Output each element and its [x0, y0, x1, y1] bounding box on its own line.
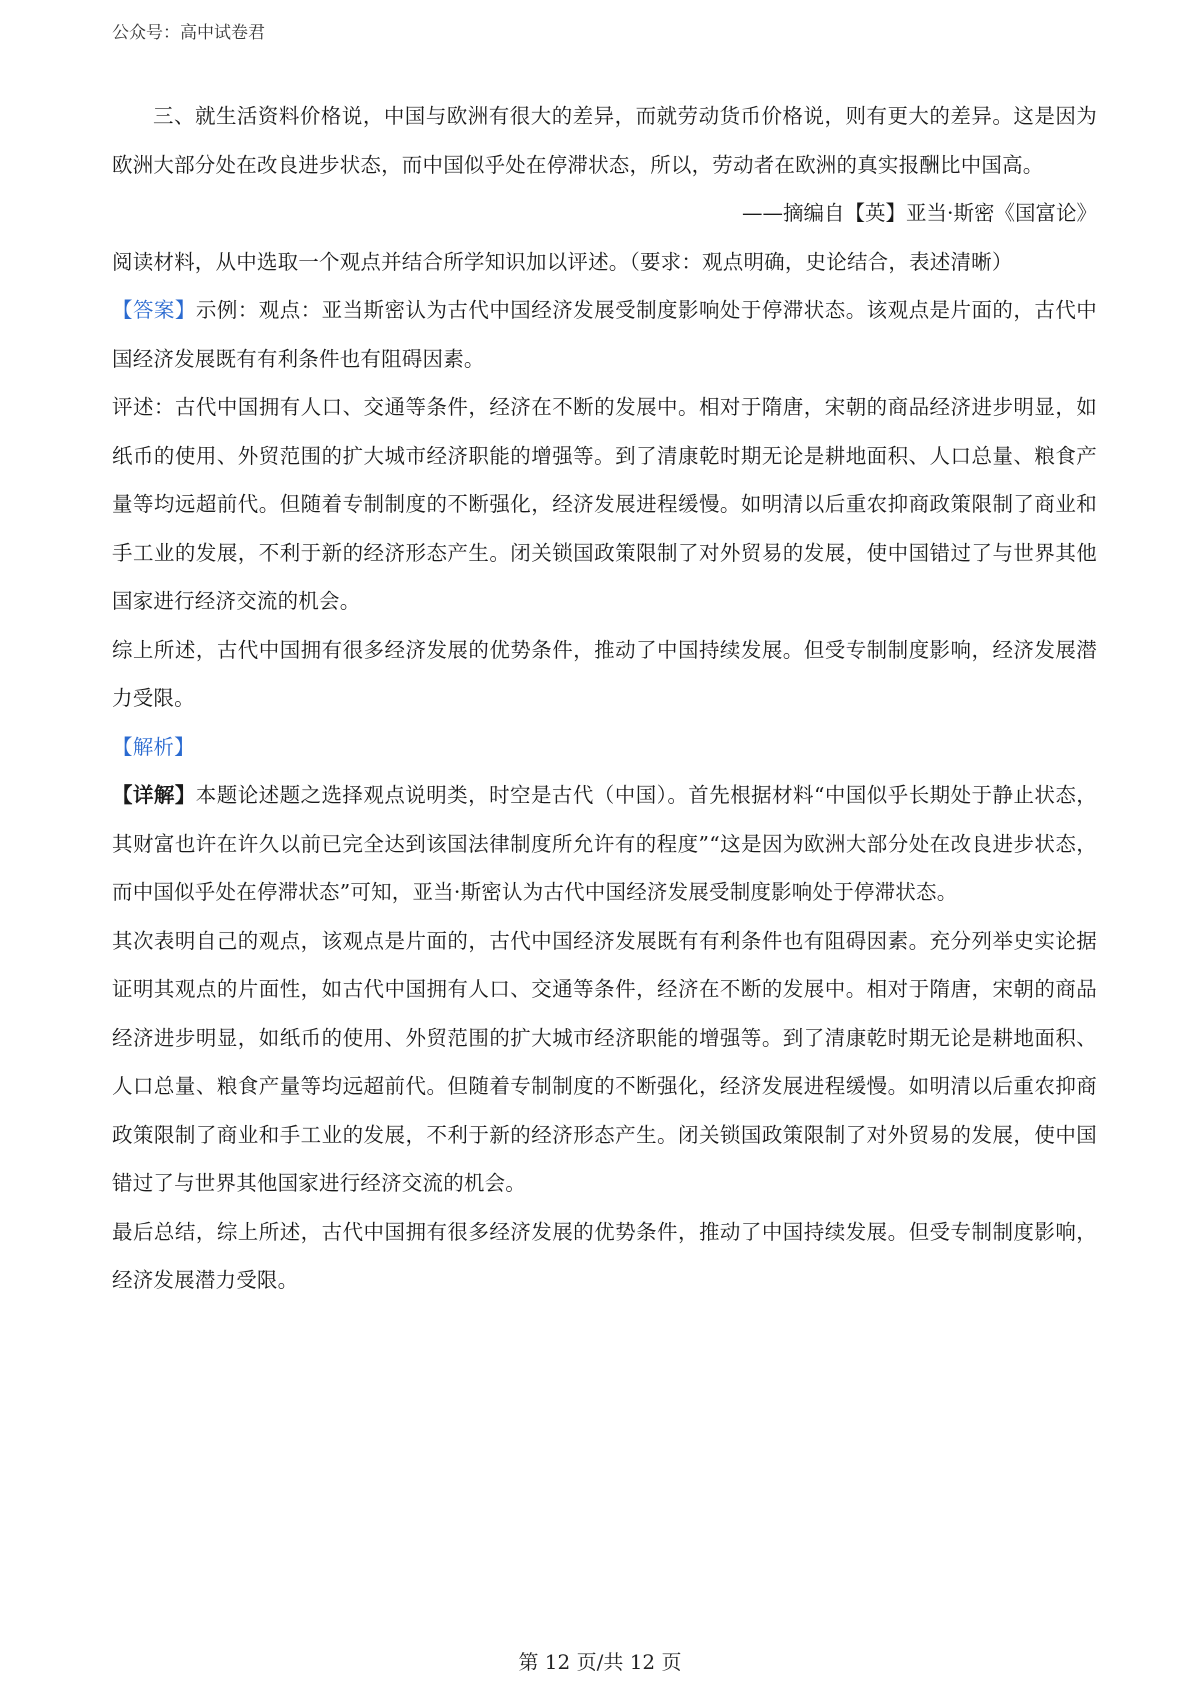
- page-number: 第 12 页/共 12 页: [518, 1650, 682, 1674]
- answer-review: 评述：古代中国拥有人口、交通等条件，经济在不断的发展中。相对于隋唐，宋朝的商品经济进步明显，如纸币的使用、外贸范围的扩大城市经济职能的增强等。到了清康乾时期无论是耕地面积、人口总量、粮食产量等均远超前代。但随着专制制度的不断强化，经济发展进程缓慢。如明清以后重农抑商政策限制了商业和手工业的发展，不利于新的经济形态产生。闭关锁国政策限制了对外贸易的发展，使中国错过了与世界其他国家进行经济交流的机会。: [112, 395, 1097, 613]
- header-watermark: 公众号：高中试卷君: [112, 23, 265, 43]
- material-text: 三、就生活资料价格说，中国与欧洲有很大的差异，而就劳动货币价格说，则有更大的差异。这是因为欧洲大部分处在改良进步状态，而中国似乎处在停滞状态，所以，劳动者在欧洲的真实报酬比中国高。: [112, 104, 1097, 177]
- answer-text: 示例：观点：亚当斯密认为古代中国经济发展受制度影响处于停滞状态。该观点是片面的，古代中国经济发展既有有利条件也有阻碍因素。: [112, 298, 1097, 371]
- page-content: [112, 92, 1097, 1305]
- answer-tag: 【答案】: [112, 298, 196, 322]
- analysis-paragraph: [112, 723, 1097, 772]
- detail-tag: 【详解】: [112, 783, 196, 807]
- analysis-tag: 【解析】: [112, 734, 195, 759]
- detail-paragraph: [112, 771, 1097, 917]
- question-text: 阅读材料，从中选取一个观点并结合所学知识加以评述。（要求：观点明确，史论结合，表述清晰）: [112, 249, 1013, 274]
- material-source: ——摘编自【英】亚当·斯密《国富论》: [741, 201, 1097, 225]
- answer-paragraph: [112, 286, 1097, 383]
- answer-summary: 综上所述，古代中国拥有很多经济发展的优势条件，推动了中国持续发展。但受专制制度影响，经济发展潜力受限。: [112, 637, 1097, 710]
- detail-text: 本题论述题之选择观点说明类，时空是古代（中国）。首先根据材料“中国似乎长期处于静止状态，其财富也许在许久以前已完全达到该国法律制度所允许有的程度”“这是因为欧洲大部分处在改良进步状态，而中国似乎处在停滞状态”可知，亚当·斯密认为古代中国经济发展受制度影响处于停滞状态。: [112, 783, 1097, 904]
- analysis-para3: 最后总结，综上所述，古代中国拥有很多经济发展的优势条件，推动了中国持续发展。但受专制制度影响，经济发展潜力受限。: [112, 1219, 1097, 1292]
- analysis-para2: 其次表明自己的观点，该观点是片面的，古代中国经济发展既有有利条件也有阻碍因素。充分列举史实论据证明其观点的片面性，如古代中国拥有人口、交通等条件，经济在不断的发展中。相对于隋唐，宋朝的商品经济进步明显，如纸币的使用、外贸范围的扩大城市经济职能的增强等。到了清康乾时期无论是耕地面积、人口总量、粮食产量等均远超前代。但随着专制制度的不断强化，经济发展进程缓慢。如明清以后重农抑商政策限制了商业和手工业的发展，不利于新的经济形态产生。闭关锁国政策限制了对外贸易的发展，使中国错过了与世界其他国家进行经济交流的机会。: [112, 928, 1097, 1195]
